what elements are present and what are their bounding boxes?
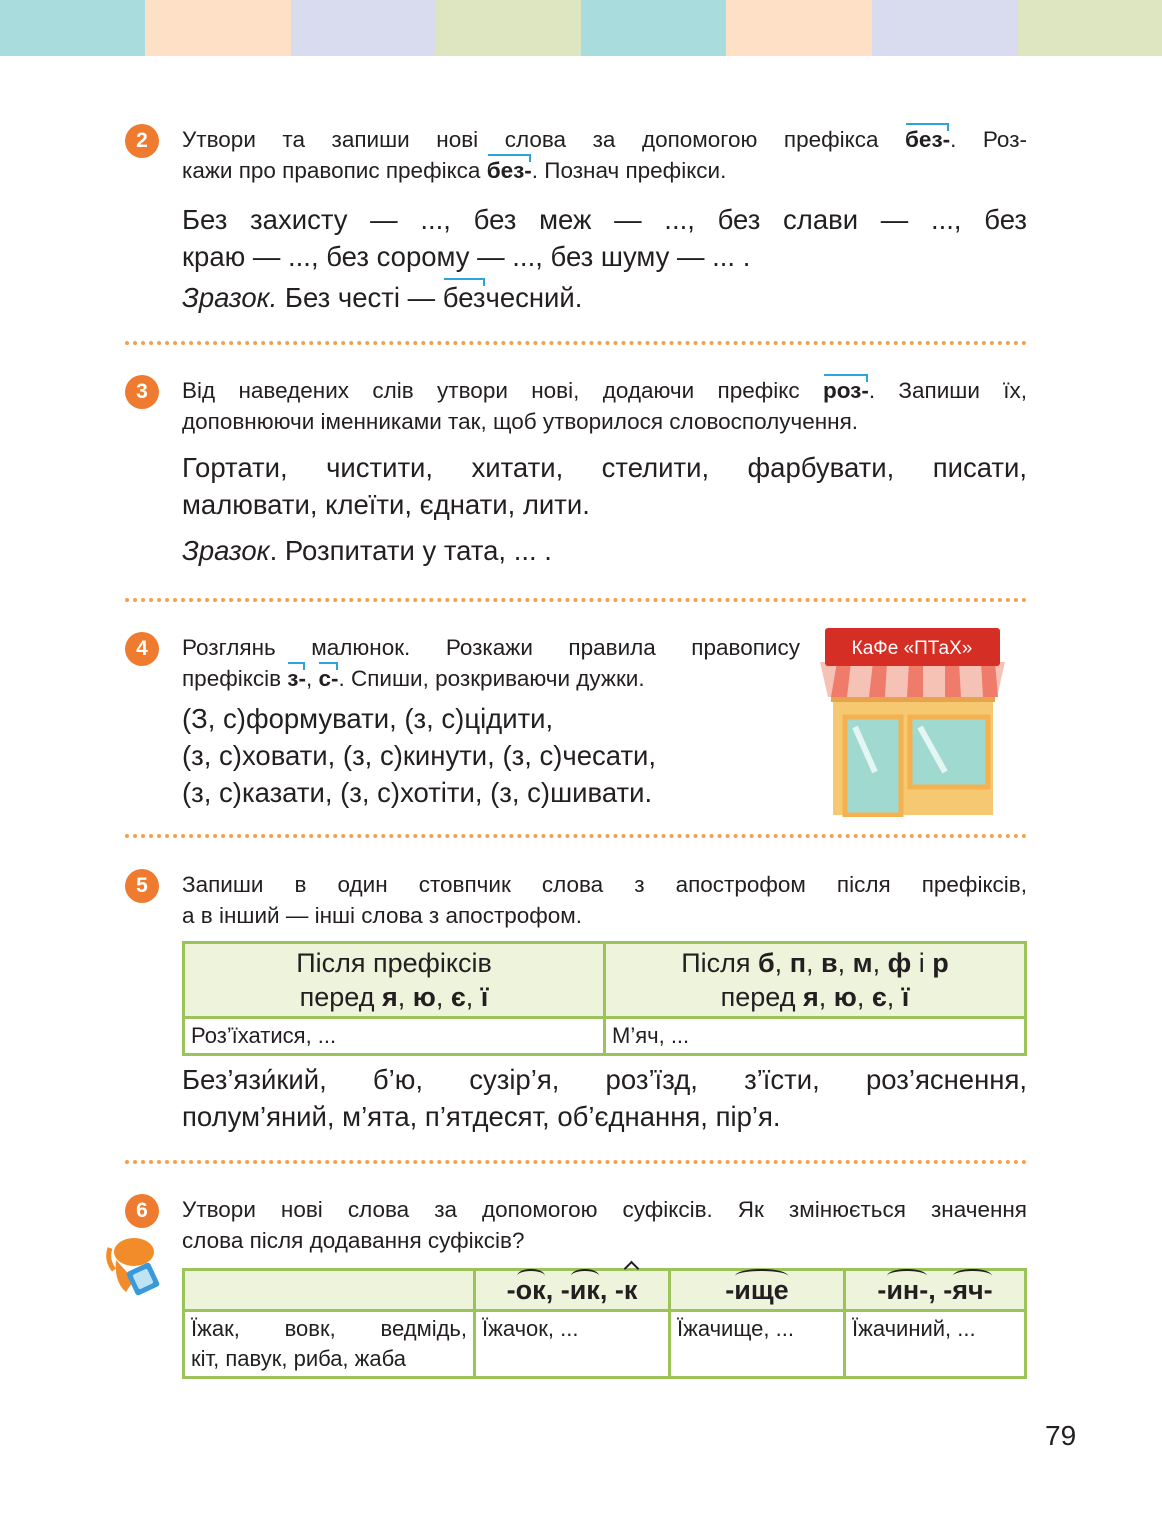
- exercise-text: (З, с)формувати, (з, с)цідити, (з, с)ховати, (з, с)кинути, (з, с)чесати, (з, с)казати, (з, с)хотіти, (з, с)шивати.: [182, 703, 657, 808]
- table-header-cell: -ище: [670, 1270, 845, 1311]
- strip-segment: [436, 0, 581, 56]
- cafe-sign-text: КаФе «ПТаХ»: [851, 638, 973, 659]
- suffix-mark: ище: [734, 1275, 789, 1305]
- strip-segment: [726, 0, 871, 56]
- table-header-cell: [184, 1270, 475, 1311]
- task-number-badge: 4: [125, 632, 159, 666]
- dotted-separator: [125, 341, 1027, 345]
- task-instruction: Запиши в один стовпчик слова з апострофом після префіксів, а в інший — інші слова з апострофом.: [182, 872, 1027, 928]
- table-cell: Роз’їхатися, ...: [184, 1018, 605, 1055]
- suffix-mark: ок: [515, 1275, 546, 1305]
- sample-text: Зразок. Без честі — безчесний.: [182, 279, 1027, 316]
- strip-segment: [145, 0, 290, 56]
- task-instruction: [182, 124, 1027, 186]
- strip-segment: [872, 0, 1017, 56]
- instruction-line: Утвори та запиши нові слова за допомогою префікса без-. Роз-: [182, 124, 1027, 155]
- table-header-row: [184, 943, 1026, 1018]
- prefix-mark: без-: [905, 124, 950, 155]
- exercise-text: Без захисту — ..., без меж — ..., без слави — ..., без краю — ..., без сорому — ..., без шуму — ... .: [182, 204, 1027, 272]
- table-header-cell: Після префіксів перед я, ю, є, ї: [184, 943, 605, 1018]
- table-row: [184, 1018, 1026, 1055]
- table-header-row: [184, 1270, 1026, 1311]
- instruction-line: префіксів з-, с-. Спиши, розкриваючи дужки.: [182, 663, 800, 694]
- table-header-cell: -ин-, -яч-: [845, 1270, 1026, 1311]
- sample-text: Зразок. Розпитати у тата, ... .: [182, 535, 552, 566]
- task-instruction: Від наведених слів утвори нові, додаючи префікс роз-. Запиши їх, доповнюючи іменниками так, щоб утворилося словосполучення.: [182, 375, 1027, 437]
- table-cell: Їжачище, ...: [670, 1311, 845, 1378]
- task-instruction: Розглянь малюнок. Розкажи правила правопису префіксів з-, с-. Спиши, розкриваючи дужки.: [182, 632, 800, 694]
- prefix-mark: з-: [287, 663, 306, 694]
- suffix-mark: яч-: [952, 1275, 993, 1305]
- table-header-cell: Після б, п, в, м, ф і р перед я, ю, є, ї: [605, 943, 1026, 1018]
- task-number-badge: 6: [125, 1194, 159, 1228]
- table-cell: Їжак, вовк, ведмідь, кіт, павук, риба, жаба: [184, 1311, 475, 1378]
- page-number: 79: [1045, 1420, 1077, 1451]
- instruction-line: Від наведених слів утвори нові, додаючи префікс роз-. Запиши їх,: [182, 375, 1027, 406]
- table-cell: Їжачок, ...: [475, 1311, 670, 1378]
- table-cell: Їжачиний, ...: [845, 1311, 1026, 1378]
- apostrophe-table: [182, 941, 1027, 1056]
- table-cell: М’яч, ...: [605, 1018, 1026, 1055]
- exercise-text: Без’язи́кий, б’ю, сузір’я, роз’їзд, з’їсти, роз’яснення, полум’яний, м’ята, п’ятдесят, об’єднання, пір’я.: [182, 1064, 1027, 1132]
- prefix-mark: с-: [318, 663, 338, 694]
- task-instruction: Утвори нові слова за допомогою суфіксів. Як змінюється значення слова після додавання суфіксів?: [182, 1197, 1027, 1253]
- exercise-text: Гортати, чистити, хитати, стелити, фарбувати, писати, малювати, клеїти, єднати, лити.: [182, 452, 1027, 520]
- prefix-mark: без-: [487, 155, 532, 186]
- table-row: [184, 1311, 1026, 1378]
- instruction-line: кажи про правопис префікса без-. Познач префікси.: [182, 155, 1027, 186]
- prefix-mark: без: [443, 279, 486, 316]
- suffix-table: [182, 1268, 1027, 1379]
- task-number-badge: 3: [125, 375, 159, 409]
- suffix-mark: к: [623, 1275, 638, 1305]
- dotted-separator: [125, 834, 1027, 838]
- strip-segment: [291, 0, 436, 56]
- top-color-strip: [0, 0, 1162, 56]
- strip-segment: [581, 0, 726, 56]
- prefix-mark: роз-: [823, 375, 869, 406]
- dotted-separator: [125, 1160, 1027, 1164]
- suffix-mark: ик: [569, 1275, 600, 1305]
- orange-mascot-icon: [104, 1230, 166, 1300]
- task-number-badge: 5: [125, 869, 159, 903]
- strip-segment: [0, 0, 145, 56]
- suffix-mark: ин-: [886, 1275, 929, 1305]
- strip-segment: [1017, 0, 1162, 56]
- dotted-separator: [125, 598, 1027, 602]
- task-number-badge: 2: [125, 124, 159, 158]
- cafe-building-icon: [815, 622, 1010, 817]
- table-header-cell: -ок, -ик, -к: [475, 1270, 670, 1311]
